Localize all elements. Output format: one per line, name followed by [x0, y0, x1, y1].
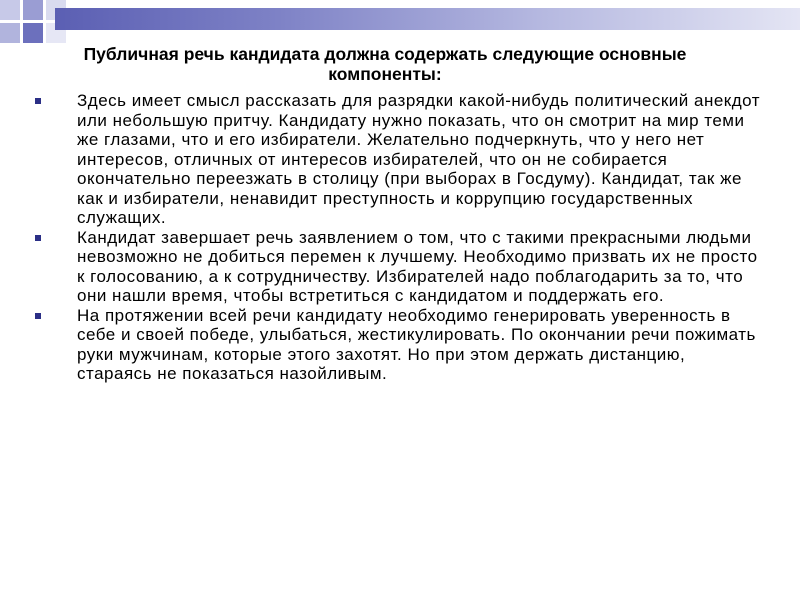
bullet-item — [33, 91, 763, 228]
square-bullet-icon — [35, 98, 41, 104]
decor-square — [23, 0, 43, 20]
decor-square — [0, 0, 20, 20]
bullet-item — [33, 228, 763, 306]
decor-square — [23, 23, 43, 43]
bullet-text: Кандидат завершает речь заявлением о том, что с такими прекрасными людьми невозможно не добиться перемен к лучшему. Необходимо призвать их не просто к голосованию, а к сотрудничеству. Избирателей надо поблагодарить за то, что они нашли время, чтобы встретиться с кандидатом и поддержать его. — [77, 227, 758, 305]
decor-square — [0, 23, 20, 43]
bullet-text: На протяжении всей речи кандидату необходимо генерировать уверенность в себе и своей победе, улыбаться, жестикулировать. По окончании речи пожимать руки мужчинам, которые этого захотят. Но при этом держать дистанцию, стараясь не показаться назойливым. — [77, 305, 756, 383]
header-gradient-bar — [55, 8, 800, 30]
bullet-text: Здесь имеет смысл рассказать для разрядки какой-нибудь политический анекдот или небольшую притчу. Кандидату нужно показать, что он смотрит на мир теми же глазами, что и его избиратели. Желательно подчеркнуть, что у него нет интересов, отличных от интересов избирателей, что он не собирается окончательно переезжать в столицу (при выборах в Госдуму). Кандидат, так же как и избиратели, ненавидит преступность и коррупцию государственных служащих. — [77, 91, 761, 227]
square-bullet-icon — [35, 235, 41, 241]
slide-body — [33, 91, 763, 384]
bullet-item — [33, 306, 763, 384]
slide-title: Публичная речь кандидата должна содержать следующие основные компоненты: — [83, 44, 687, 84]
square-bullet-icon — [35, 313, 41, 319]
